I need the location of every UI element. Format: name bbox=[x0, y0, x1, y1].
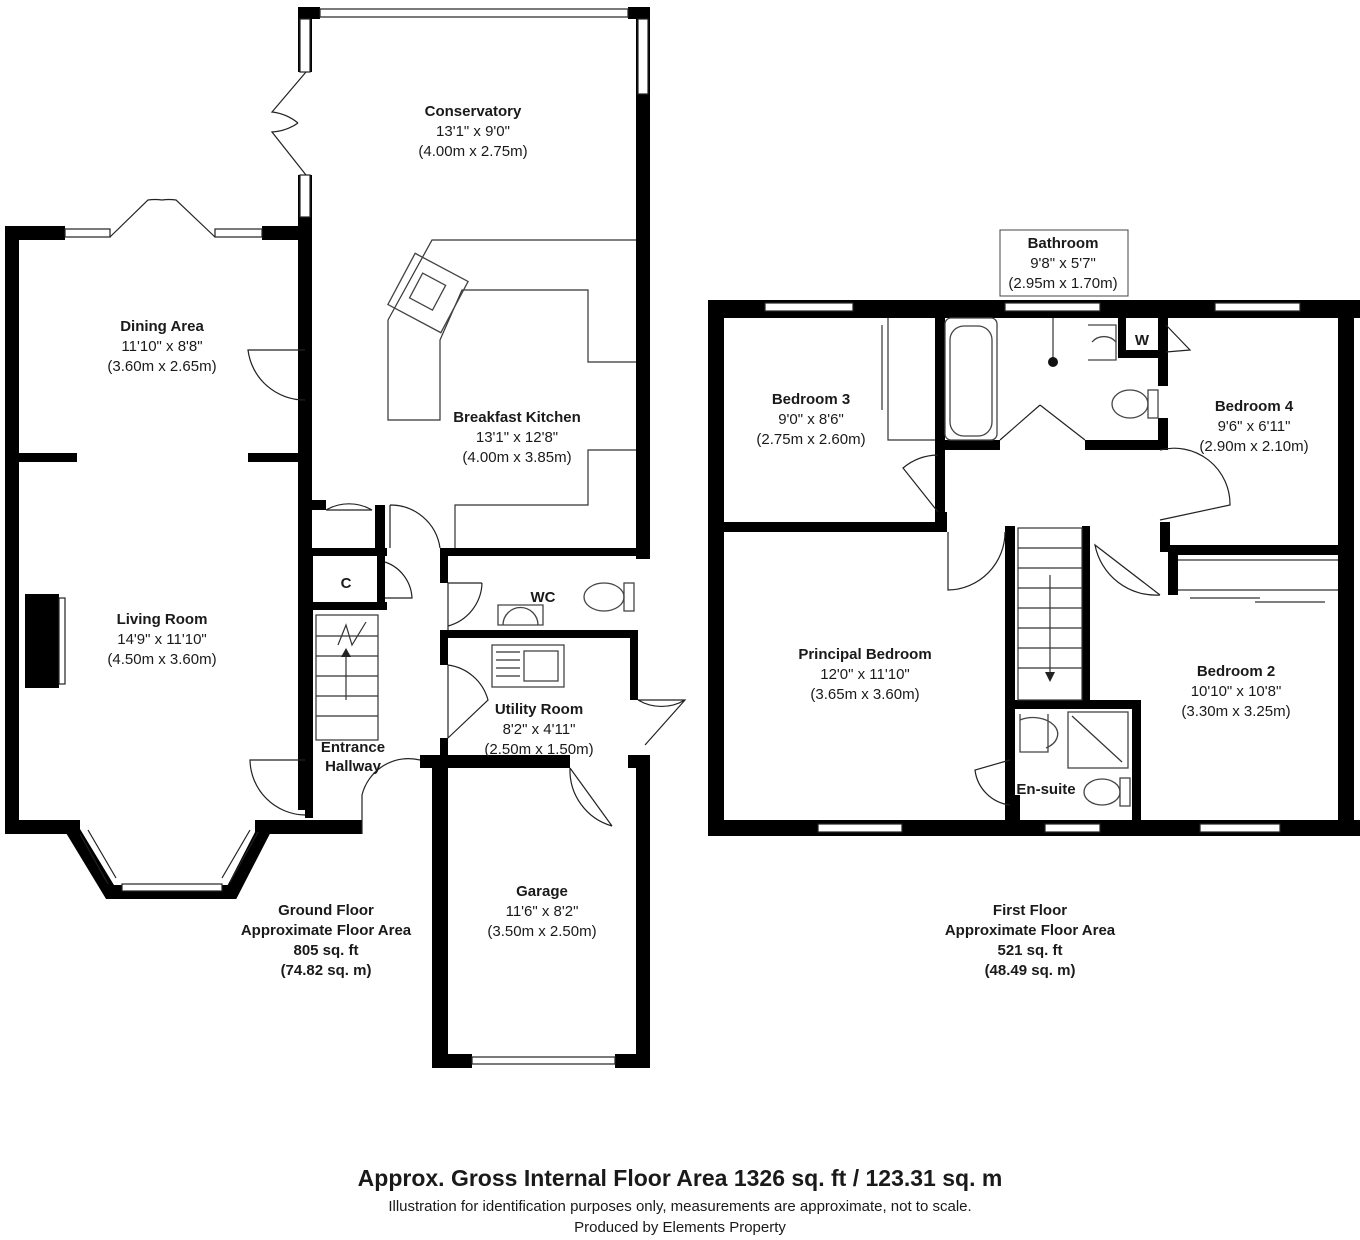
dining-french-doors bbox=[110, 200, 215, 237]
first-floor-area-sqft: 521 sq. ft bbox=[997, 942, 1063, 959]
conservatory-imperial: 13'1" x 9'0" bbox=[436, 123, 510, 140]
bed4-metric: (2.90m x 2.10m) bbox=[1199, 438, 1309, 455]
bed3-wardrobe bbox=[882, 318, 935, 440]
dining-window-right bbox=[215, 229, 262, 237]
living-metric: (4.50m x 3.60m) bbox=[107, 651, 217, 668]
cupboard-door bbox=[326, 504, 372, 510]
bed2-window bbox=[1200, 824, 1280, 832]
bathroom-fixtures bbox=[945, 318, 1158, 440]
stairs-cupboard-door bbox=[385, 562, 412, 598]
producer-credit: Produced by Elements Property bbox=[574, 1219, 786, 1236]
first-floor-stairs bbox=[1018, 528, 1082, 700]
utility-door bbox=[448, 665, 488, 738]
first-floor-area-label: Approximate Floor Area bbox=[944, 922, 1116, 939]
bathroom-window bbox=[1005, 303, 1100, 311]
utility-external-door bbox=[638, 700, 685, 745]
ground-floor-area-sqm: (74.82 sq. m) bbox=[280, 962, 372, 979]
ensuite-name: En-suite bbox=[1016, 781, 1076, 798]
hall-name-line2: Hallway bbox=[325, 758, 381, 775]
ground-floor-area-label: Approximate Floor Area bbox=[240, 922, 412, 939]
living-name: Living Room bbox=[116, 611, 208, 628]
conservatory-name: Conservatory bbox=[424, 103, 522, 120]
utility-sink bbox=[492, 645, 564, 687]
fireplace-hearth bbox=[59, 598, 65, 684]
bed4-imperial: 9'6" x 6'11" bbox=[1217, 418, 1291, 435]
dining-metric: (3.60m x 2.65m) bbox=[107, 358, 217, 375]
bed2-name: Bedroom 2 bbox=[1196, 663, 1276, 680]
conservatory-walls bbox=[298, 7, 650, 559]
ensuite-window bbox=[1045, 824, 1100, 832]
kitchen-metric: (4.00m x 3.85m) bbox=[462, 449, 572, 466]
conservatory-left-window-upper bbox=[300, 19, 310, 72]
principal-metric: (3.65m x 3.60m) bbox=[810, 686, 920, 703]
dining-window-left bbox=[65, 229, 110, 237]
wc-door bbox=[448, 583, 482, 630]
wardrobe-door bbox=[1166, 325, 1190, 352]
kitchen-name: Breakfast Kitchen bbox=[453, 409, 581, 426]
wc-name: WC bbox=[530, 589, 556, 606]
garage-metric: (3.50m x 2.50m) bbox=[487, 923, 597, 940]
kitchen-island bbox=[388, 240, 636, 420]
bathroom-name: Bathroom bbox=[1027, 235, 1099, 252]
bathroom-imperial: 9'8" x 5'7" bbox=[1030, 255, 1096, 272]
kitchen-hall-door bbox=[390, 505, 440, 548]
utility-imperial: 8'2" x 4'11" bbox=[502, 721, 576, 738]
dining-kitchen-door bbox=[248, 350, 305, 400]
bed3-imperial: 9'0" x 8'6" bbox=[778, 411, 844, 428]
bathroom-door bbox=[1000, 405, 1085, 440]
cupboard-name: C bbox=[340, 575, 352, 592]
kitchen-sink bbox=[388, 253, 468, 332]
dining-name: Dining Area bbox=[120, 318, 204, 335]
bay-window bbox=[70, 826, 266, 892]
wc-fixtures bbox=[498, 583, 634, 625]
ground-floor-title: Ground Floor bbox=[278, 902, 374, 919]
footer bbox=[0, 1160, 1360, 1238]
hall-name-line1: Entrance bbox=[320, 739, 386, 756]
living-hall-door bbox=[250, 760, 305, 815]
principal-name: Principal Bedroom bbox=[798, 646, 932, 663]
conservatory-french-doors bbox=[272, 72, 306, 175]
bed2-wardrobe bbox=[1178, 560, 1338, 602]
bathroom-metric: (2.95m x 1.70m) bbox=[1008, 275, 1118, 292]
bed2-door bbox=[1095, 545, 1160, 595]
conservatory-metric: (4.00m x 2.75m) bbox=[418, 143, 528, 160]
garage-door bbox=[570, 768, 612, 826]
conservatory-side-window bbox=[638, 19, 648, 94]
ground-floor-area-sqft: 805 sq. ft bbox=[293, 942, 359, 959]
conservatory-left-window-lower bbox=[300, 175, 310, 217]
ensuite-door bbox=[975, 760, 1010, 805]
garage-door-opening bbox=[472, 1057, 615, 1064]
utility-metric: (2.50m x 1.50m) bbox=[484, 741, 594, 758]
living-imperial: 14'9" x 11'10" bbox=[117, 631, 207, 648]
bed3-window bbox=[765, 303, 853, 311]
gross-area-title: Approx. Gross Internal Floor Area 1326 sq. ft / 123.31 sq. m bbox=[357, 1165, 1003, 1191]
dining-imperial: 11'10" x 8'8" bbox=[121, 338, 203, 355]
bed2-imperial: 10'10" x 10'8" bbox=[1190, 683, 1282, 700]
first-floor-area-sqm: (48.49 sq. m) bbox=[984, 962, 1076, 979]
bed4-window bbox=[1215, 303, 1300, 311]
bed3-name: Bedroom 3 bbox=[771, 391, 851, 408]
bed2-metric: (3.30m x 3.25m) bbox=[1181, 703, 1291, 720]
conservatory-top-window bbox=[320, 9, 628, 17]
disclaimer-text: Illustration for identification purposes only, measurements are approximate, not to scale. bbox=[388, 1198, 972, 1215]
garage-imperial: 11'6" x 8'2" bbox=[505, 903, 579, 920]
bed3-metric: (2.75m x 2.60m) bbox=[756, 431, 866, 448]
ground-stairs bbox=[316, 615, 378, 740]
principal-imperial: 12'0" x 11'10" bbox=[820, 666, 910, 683]
bed4-name: Bedroom 4 bbox=[1214, 398, 1294, 415]
first-floor-title: First Floor bbox=[992, 902, 1068, 919]
principal-door bbox=[948, 532, 1005, 590]
wardrobe-name: W bbox=[1134, 332, 1150, 349]
garage-name: Garage bbox=[516, 883, 568, 900]
first-floor-plan bbox=[708, 230, 1360, 836]
bed4-door bbox=[1160, 448, 1230, 520]
utility-name: Utility Room bbox=[494, 701, 584, 718]
kitchen-imperial: 13'1" x 12'8" bbox=[475, 429, 559, 446]
principal-window bbox=[818, 824, 902, 832]
bed3-door bbox=[903, 455, 938, 512]
